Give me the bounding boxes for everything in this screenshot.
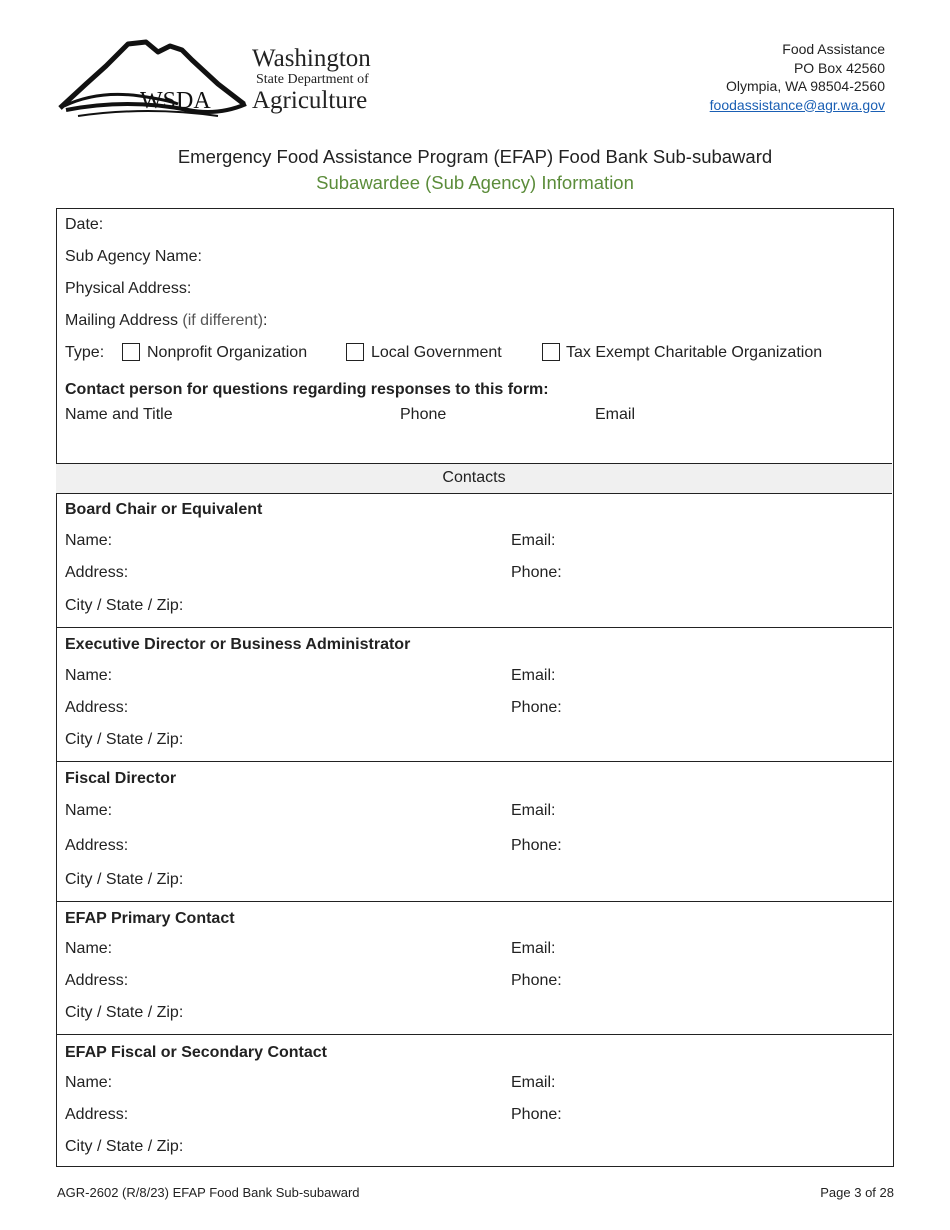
section-divider — [56, 761, 892, 762]
section-divider — [56, 627, 892, 628]
tax-exempt-checkbox[interactable] — [542, 343, 560, 361]
local-government-option-label: Local Government — [371, 344, 502, 361]
section-title: EFAP Fiscal or Secondary Contact — [65, 1044, 328, 1061]
name-label: Name: — [65, 1074, 113, 1091]
tax-exempt-option-label: Tax Exempt Charitable Organization — [566, 344, 823, 361]
address-label: Address: — [65, 837, 129, 854]
form-number-footer: AGR-2602 (R/8/23) EFAP Food Bank Sub-subaward — [57, 1185, 360, 1200]
name-label: Name: — [65, 667, 113, 684]
email-label: Email: — [511, 667, 556, 684]
phone-label: Phone — [400, 406, 447, 423]
city-state-zip-label: City / State / Zip: — [65, 597, 184, 614]
name-label: Name: — [65, 532, 113, 549]
local-government-checkbox[interactable] — [346, 343, 364, 361]
section-divider — [56, 901, 892, 902]
mailing-address-block — [710, 40, 885, 114]
phone-label: Phone: — [511, 837, 562, 854]
address-line-3: Olympia, WA 98504-2560 — [725, 78, 885, 94]
mountain-logo-icon — [58, 38, 248, 120]
address-label: Address: — [65, 699, 129, 716]
contacts-header-label: Contacts — [442, 469, 506, 486]
svg-text:WSDA: WSDA — [140, 88, 211, 114]
mailing-address-label: Mailing Address (if different): — [65, 312, 268, 329]
address-line-1: Food Assistance — [782, 41, 885, 57]
contacts-header — [56, 463, 892, 494]
email-label: Email: — [511, 940, 556, 957]
form-subtitle: Subawardee (Sub Agency) Information — [316, 172, 634, 193]
phone-label: Phone: — [511, 699, 562, 716]
logo-line-washington: Washington — [252, 45, 371, 72]
contact-email-link[interactable]: foodassistance@agr.wa.gov — [709, 96, 885, 113]
email-label: Email — [595, 406, 636, 423]
physical-address-label: Physical Address: — [65, 280, 192, 297]
name-label: Name: — [65, 802, 113, 819]
name-label: Name: — [65, 940, 113, 957]
phone-label: Phone: — [511, 1106, 562, 1123]
section-title: EFAP Primary Contact — [65, 910, 235, 927]
sub-agency-name-label: Sub Agency Name: — [65, 248, 202, 265]
city-state-zip-label: City / State / Zip: — [65, 1004, 184, 1021]
contact-person-heading: Contact person for questions regarding responses to this form: — [65, 381, 549, 398]
type-label: Type: — [65, 344, 105, 361]
section-divider — [56, 1034, 892, 1035]
section-title: Board Chair or Equivalent — [65, 501, 263, 518]
page-number-footer: Page 3 of 28 — [820, 1185, 894, 1200]
phone-label: Phone: — [511, 972, 562, 989]
logo-line-agriculture: Agriculture — [252, 87, 368, 114]
address-label: Address: — [65, 1106, 129, 1123]
city-state-zip-label: City / State / Zip: — [65, 1138, 184, 1155]
section-title: Fiscal Director — [65, 770, 177, 787]
name-and-title-label: Name and Title — [65, 406, 173, 423]
address-label: Address: — [65, 972, 129, 989]
agency-name — [252, 46, 371, 114]
email-label: Email: — [511, 1074, 556, 1091]
phone-label: Phone: — [511, 564, 562, 581]
address-line-2: PO Box 42560 — [793, 59, 885, 76]
form-title: Emergency Food Assistance Program (EFAP) Food Bank Sub-subaward — [177, 146, 773, 167]
email-label: Email: — [511, 532, 556, 549]
wsda-logo — [58, 38, 378, 120]
section-title: Executive Director or Business Administrator — [65, 636, 411, 653]
city-state-zip-label: City / State / Zip: — [65, 731, 184, 748]
nonprofit-checkbox[interactable] — [122, 343, 140, 361]
nonprofit-option-label: Nonprofit Organization — [147, 344, 308, 361]
logo-line-department: State Department of — [256, 72, 369, 87]
city-state-zip-label: City / State / Zip: — [65, 871, 184, 888]
date-label: Date: — [65, 216, 104, 233]
address-label: Address: — [65, 564, 129, 581]
email-label: Email: — [511, 802, 556, 819]
